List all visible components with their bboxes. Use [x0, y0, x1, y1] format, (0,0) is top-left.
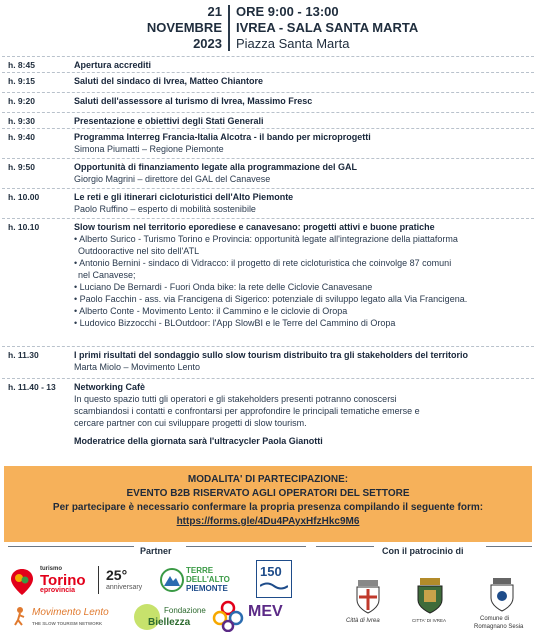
partner-title: Partner — [140, 546, 172, 556]
registration-link[interactable]: https://forms.gle/4Du4PAyxHfzHkc9M6 — [176, 516, 360, 527]
crest-icon — [488, 578, 516, 612]
event-year: 2023 — [193, 36, 222, 51]
header-divider — [228, 5, 230, 51]
event-day: 21 — [207, 4, 222, 19]
event-time: ORE 9:00 - 13:00 — [236, 4, 339, 19]
agenda-speaker: Marta Miolo – Movimento Lento — [74, 362, 201, 372]
agenda-item: • Paolo Facchin - ass. via Francigena di Sigerico: potenziale di sviluppo legato alla Via Francigena. — [74, 294, 468, 304]
logo-turismo-torino — [10, 566, 94, 596]
agenda-title: Presentazione e obiettivi degli Stati Generali — [74, 116, 264, 126]
biella-number: 150 — [260, 564, 282, 579]
agenda-row — [0, 188, 536, 218]
event-info — [236, 4, 418, 52]
divider-line — [486, 546, 532, 547]
agenda-time: h. 9:30 — [8, 116, 35, 126]
torino-province: eprovincia — [40, 587, 76, 594]
agenda-item: • Antonio Bernini - sindaco di Vidracco: il progetto di rete cicloturistica che coinvolge 87 comuni — [74, 258, 452, 268]
divider-line — [8, 546, 134, 547]
logo-mev — [212, 600, 292, 634]
ivrea-caption: Città di Ivrea — [346, 618, 380, 624]
divider-line — [186, 546, 306, 547]
agenda-item: In questo spazio tutti gli operatori e gli stakeholders presenti potranno conoscersi — [74, 394, 397, 404]
mev-text: MEV — [248, 603, 283, 620]
agenda-title: Saluti del sindaco di Ivrea, Matteo Chiantore — [74, 76, 264, 86]
event-month: NOVEMBRE — [146, 20, 222, 35]
agenda-title: Saluti dell'assessore al turismo di Ivrea, Massimo Fresc — [74, 96, 313, 106]
agenda-time: h. 10.00 — [8, 192, 40, 202]
agenda-time: h. 9:40 — [8, 132, 35, 142]
agenda-item: Outdooractive nel sito dell'ATL — [78, 246, 200, 256]
logo-citta-ivrea — [346, 580, 390, 630]
participation-banner — [4, 466, 532, 542]
agenda — [0, 56, 536, 460]
agenda-title: Slow tourism nel territorio eporediese e canavesano: progetti attivi e buone pratiche — [74, 222, 435, 232]
agenda-speaker: Giorgio Magrini – direttore del GAL del Canavese — [74, 174, 271, 184]
agenda-title: Le reti e gli itinerari cicloturistici dell'Alto Piemonte — [74, 192, 294, 202]
fondazione-line-2: Biellezza — [148, 617, 191, 628]
event-header — [0, 2, 536, 54]
terre-line-3: PIEMONTE — [186, 584, 228, 593]
moderator-line: Moderatrice della giornata sarà l'ultracycler Paola Gianotti — [74, 436, 323, 446]
logo-fondazione-biellezza — [132, 602, 206, 634]
agenda-title: Opportunità di finanziamento legate alla programmazione del GAL — [74, 162, 358, 172]
banner-subheading: EVENTO B2B RISERVATO AGLI OPERATORI DEL SETTORE — [126, 488, 410, 499]
patron-title: Con il patrocinio di — [382, 546, 464, 556]
agenda-row — [0, 158, 536, 188]
agenda-time: h. 11.40 - 13 — [8, 382, 56, 392]
agenda-time: h. 10.10 — [8, 222, 40, 232]
agenda-row — [0, 112, 536, 128]
terre-line-2: DELL'ALTO — [186, 575, 230, 584]
agenda-time: h. 11.30 — [8, 350, 39, 360]
agenda-row — [0, 92, 536, 112]
agenda-item: • Alberto Surico - Turismo Torino e Provincia: opportunità legate all'integrazione della piattaforma — [74, 234, 458, 244]
agenda-speaker: Paolo Ruffino – esperto di mobilità sostenibile — [74, 204, 256, 214]
banner-instructions: Per partecipare è necessario confermare la propria presenza compilando il seguente form: — [52, 502, 484, 513]
logo-borgofranco — [408, 578, 452, 630]
torino-big: Torino — [40, 572, 86, 589]
agenda-time: h. 8:45 — [8, 60, 35, 70]
torino-small: turismo — [40, 566, 63, 572]
fondazione-line-1: Fondazione — [164, 606, 206, 615]
map-pin-icon — [10, 568, 34, 596]
logo-movimento-lento — [10, 604, 122, 634]
flower-icon — [212, 600, 244, 632]
agenda-item: scambiandosi i contatti e confrontarsi per approfondire le principali tematiche emerse e — [74, 406, 420, 416]
logo-anniversary — [104, 566, 148, 596]
logo-romagnano-sesia — [472, 578, 534, 636]
crest-icon — [354, 580, 382, 614]
logo-biella-150 — [256, 560, 292, 598]
divider-line — [316, 546, 374, 547]
agenda-time: h. 9:15 — [8, 76, 35, 86]
agenda-title: I primi risultati del sondaggio sullo slow tourism distribuito tra gli stakeholders del territorio — [74, 350, 469, 360]
logo-separator — [98, 566, 99, 594]
agenda-item: • Alberto Conte - Movimento Lento: il Cammino e le ciclovie di Oropa — [74, 306, 348, 316]
crest-icon — [414, 578, 446, 614]
agenda-row — [0, 346, 536, 378]
movimento-lento-tagline: THE SLOW TOURISM NETWORK — [32, 621, 103, 626]
banner-heading: MODALITA' DI PARTECIPAZIONE: — [187, 474, 349, 485]
walker-icon — [10, 606, 30, 626]
agenda-row — [0, 56, 536, 72]
agenda-title: Programma Interreg Francia-Italia Alcotra - il bando per microprogetti — [74, 132, 371, 142]
agenda-title: Networking Cafè — [74, 382, 146, 392]
agenda-speaker: Simona Piumatti – Regione Piemonte — [74, 144, 224, 154]
agenda-row — [0, 218, 536, 346]
agenda-time: h. 9:50 — [8, 162, 35, 172]
event-venue: IVREA - SALA SANTA MARTA — [236, 20, 419, 35]
agenda-item: • Ludovico Bizzocchi - BLOutdoor: l'App SlowBI e le Terre del Cammino di Oropa — [74, 318, 396, 328]
romagnano-caption-2: Romagnano Sesia — [474, 624, 524, 630]
agenda-row — [0, 378, 536, 460]
agenda-time: h. 9:20 — [8, 96, 35, 106]
movimento-lento-name: Movimento Lento — [32, 607, 109, 618]
mountain-icon — [160, 568, 184, 592]
wave-icon — [260, 581, 288, 591]
event-place: Piazza Santa Marta — [236, 36, 350, 51]
logo-terre-alto-piemonte — [160, 564, 240, 600]
agenda-row — [0, 72, 536, 92]
agenda-title: Apertura accrediti — [74, 60, 152, 70]
borgofranco-caption: CITTA' DI IVREA — [412, 618, 447, 623]
event-date — [147, 4, 222, 52]
romagnano-caption-1: Comune di — [480, 616, 510, 622]
anniversary-number: 25° — [106, 567, 128, 583]
agenda-row — [0, 128, 536, 158]
terre-line-1: TERRE — [186, 566, 214, 575]
agenda-item: • Luciano De Bernardi - Fuori Onda bike: la rete delle Ciclovie Canavesane — [74, 282, 373, 292]
anniversary-text: anniversary — [106, 584, 143, 591]
agenda-item: nel Canavese; — [78, 270, 136, 280]
agenda-item: cercare partner con cui sviluppare progetti di slow tourism. — [74, 418, 307, 428]
